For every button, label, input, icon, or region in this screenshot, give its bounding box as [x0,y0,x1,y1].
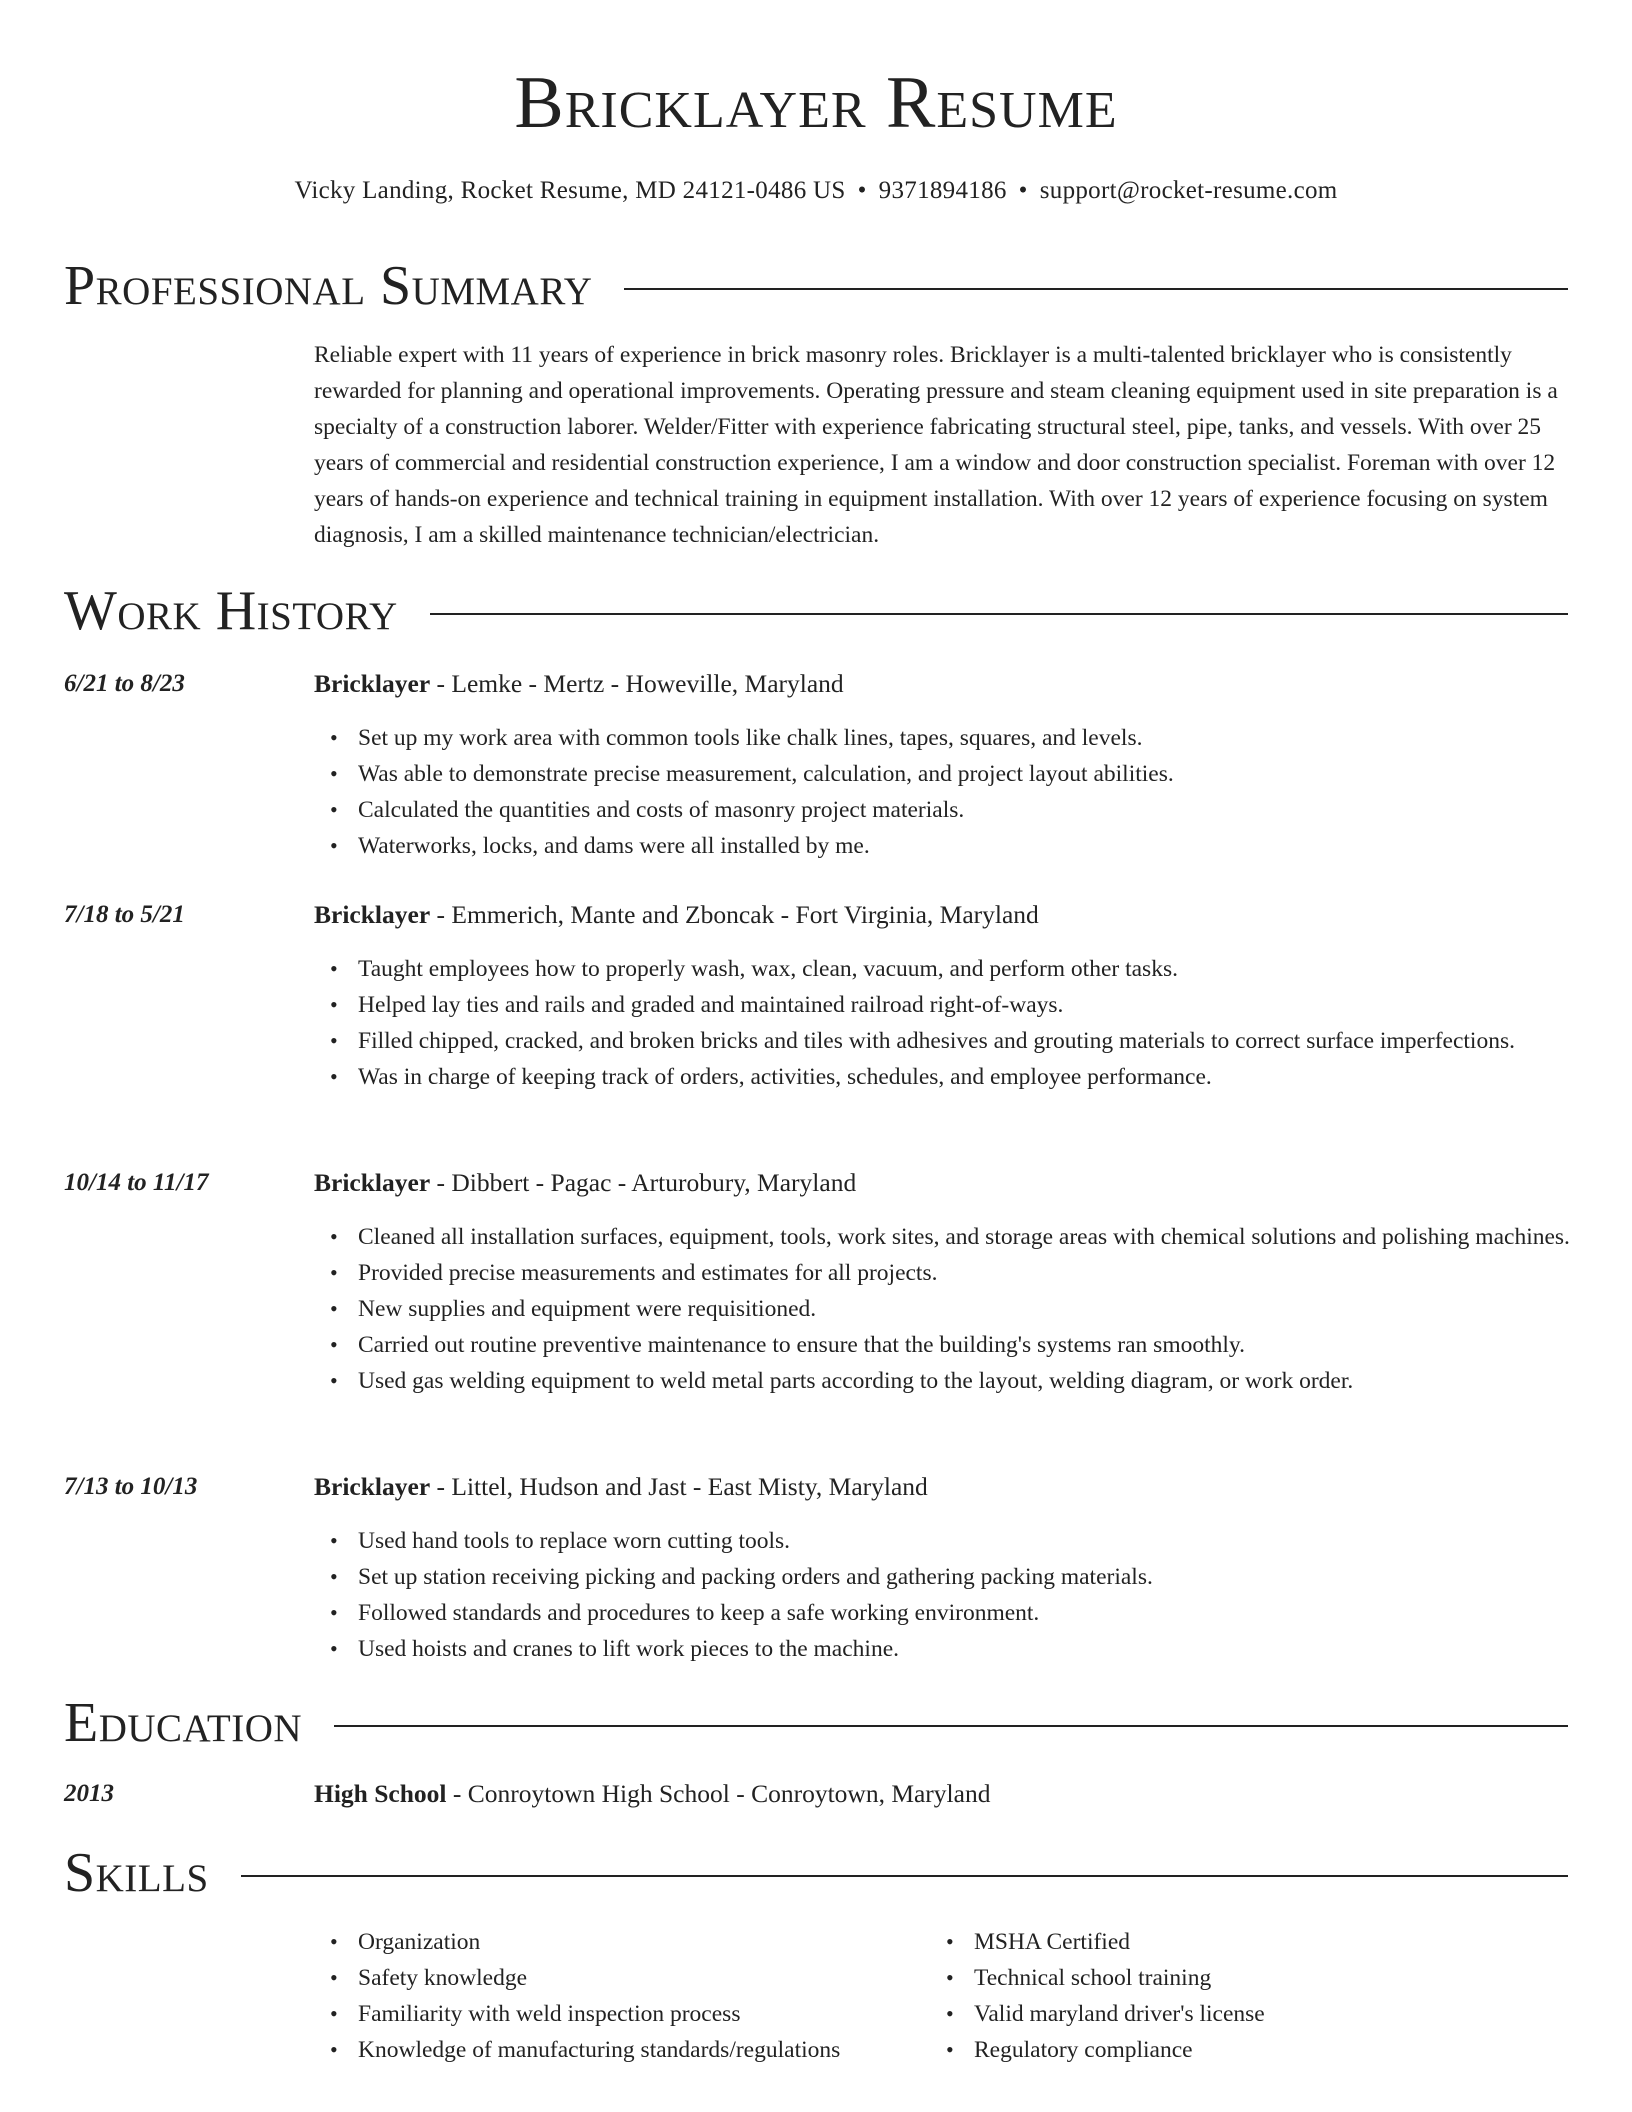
work-employer: - Lemke - Mertz - Howeville, Maryland [430,669,844,698]
work-bullets [314,1219,1608,1399]
work-bullet: • Cleaned all installation surfaces, equipment, tools, work sites, and storage areas with chemical solutions and polishing machines. [358,1219,1608,1255]
work-bullet: • Used hoists and cranes to lift work pieces to the machine. [358,1631,1608,1667]
work-date: 7/18 to 5/21 [64,901,185,928]
work-bullet: • Taught employees how to properly wash, wax, clean, vacuum, and perform other tasks. [358,951,1608,987]
skill-item: • Familiarity with weld inspection process [358,1996,938,2032]
summary-text: Reliable expert with 11 years of experience in brick masonry roles. Bricklayer is a multi-talented bricklayer who is consistently rewarded for planning and operational improvements. Operating pressure and steam cleaning equipment used in site preparation is a specialty of a construction laborer. Welder/Fitter with experience fabricating structural steel, pipe, tanks, and vessels. With over 25 years of commercial and residential construction experience, I am a window and door construction specialist. Foreman with over 12 years of hands-on experience and technical training in equipment installation. With over 12 years of experience focusing on system diagnosis, I am a skilled maintenance technician/electrician. [314,342,1558,548]
skill-item: • Technical school training [974,1960,1554,1996]
section-title: Education [64,1692,303,1754]
skill-item: • Regulatory compliance [974,2032,1554,2068]
work-bullet: • Used hand tools to replace worn cutting tools. [358,1523,1608,1559]
work-bullet: • Provided precise measurements and estimates for all projects. [358,1255,1608,1291]
work-heading [314,666,1564,702]
skill-item: • MSHA Certified [974,1924,1554,1960]
work-heading [314,1165,1564,1201]
section-divider [624,288,1568,290]
work-bullet: • Waterworks, locks, and dams were all installed by me. [358,828,1608,864]
contact-separator: • [1018,177,1028,204]
resume-title: Bricklayer Resume [514,62,1118,144]
education-degree: High School [314,1779,447,1808]
work-bullet: • Carried out routine preventive maintenance to ensure that the building's systems ran smoothly. [358,1327,1608,1363]
section-education-heading [64,1690,1568,1756]
work-heading [314,897,1564,933]
section-divider [241,1875,1568,1877]
contact-address: Vicky Landing, Rocket Resume, MD 24121-0486 US [294,177,846,204]
skill-item: • Safety knowledge [358,1960,938,1996]
work-employer: - Emmerich, Mante and Zboncak - Fort Virginia, Maryland [430,900,1039,929]
work-role: Bricklayer [314,1168,431,1197]
contact-line [0,174,1632,208]
work-bullets [314,951,1608,1095]
work-employer: - Dibbert - Pagac - Arturobury, Maryland [430,1168,857,1197]
contact-separator: • [857,177,867,204]
section-title: Skills [64,1842,209,1904]
work-role: Bricklayer [314,900,431,929]
skill-item: • Knowledge of manufacturing standards/regulations [358,2032,938,2068]
work-bullet: • Calculated the quantities and costs of masonry project materials. [358,792,1608,828]
work-bullet: • Used gas welding equipment to weld metal parts according to the layout, welding diagram, or work order. [358,1363,1608,1399]
skill-item: • Valid maryland driver's license [974,1996,1554,2032]
work-bullet: • Filled chipped, cracked, and broken bricks and tiles with adhesives and grouting materials to correct surface imperfections. [358,1023,1608,1059]
section-title: Professional Summary [64,255,593,317]
work-heading [314,1469,1564,1505]
skills-column [314,1924,938,2068]
work-date: 6/21 to 8/23 [64,670,185,697]
section-title: Work History [64,580,398,642]
skill-item: • Organization [358,1924,938,1960]
work-bullet: • Was able to demonstrate precise measurement, calculation, and project layout abilities. [358,756,1608,792]
work-bullet: • Was in charge of keeping track of orders, activities, schedules, and employee performance. [358,1059,1608,1095]
work-bullet: • Set up station receiving picking and packing orders and gathering packing materials. [358,1559,1608,1595]
education-date: 2013 [64,1780,114,1807]
work-date: 7/13 to 10/13 [64,1473,198,1500]
work-role: Bricklayer [314,669,431,698]
section-divider [430,613,1568,615]
education-heading [314,1776,1564,1812]
education-school: - Conroytown High School - Conroytown, Maryland [446,1779,991,1808]
work-role: Bricklayer [314,1472,431,1501]
work-date: 10/14 to 11/17 [64,1169,209,1196]
work-employer: - Littel, Hudson and Jast - East Misty, Maryland [430,1472,928,1501]
contact-phone: 9371894186 [878,177,1007,204]
work-bullet: • Followed standards and procedures to keep a safe working environment. [358,1595,1608,1631]
section-work-heading [64,578,1568,644]
section-divider [334,1725,1568,1727]
section-skills-heading [64,1840,1568,1906]
skills-column [930,1924,1554,2068]
contact-email: support@rocket-resume.com [1039,177,1338,204]
work-bullets [314,720,1608,864]
work-bullets [314,1523,1608,1667]
section-summary-heading [64,253,1568,319]
work-bullet: • New supplies and equipment were requisitioned. [358,1291,1608,1327]
work-bullet: • Set up my work area with common tools like chalk lines, tapes, squares, and levels. [358,720,1608,756]
work-bullet: • Helped lay ties and rails and graded and maintained railroad right-of-ways. [358,987,1608,1023]
